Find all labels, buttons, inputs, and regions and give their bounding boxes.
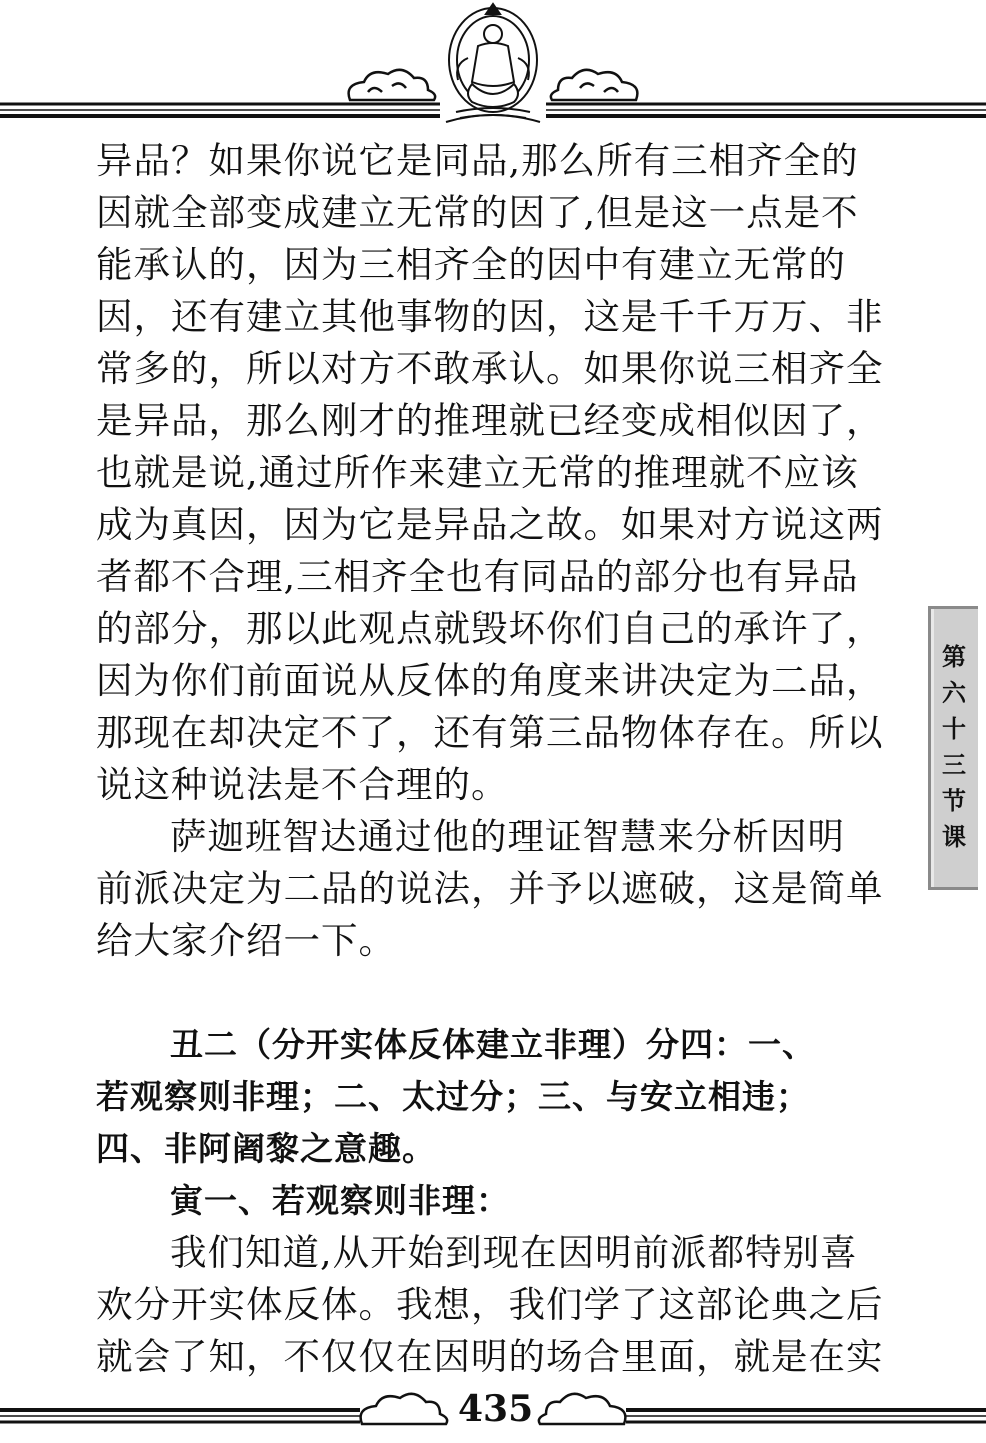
footer-cloud-right-icon (539, 1394, 626, 1424)
footer-cloud-left-icon (361, 1394, 448, 1424)
cloud-left-icon (349, 70, 436, 100)
section-heading-line: 若观察则非理；二、太过分；三、与安立相违； (96, 1077, 810, 1116)
cloud-right-icon (551, 70, 638, 100)
tab-char: 第 (942, 643, 966, 671)
text-line: 给大家介绍一下。 (96, 919, 396, 962)
section-heading-line: 四、非阿阇黎之意趣。 (96, 1129, 436, 1168)
text-line: 那现在却决定不了，还有第三品物体存在。所以 (96, 711, 884, 754)
text-line: 异品？如果你说它是同品,那么所有三相齐全的 (96, 139, 859, 182)
text-line: 欢分开实体反体。我想，我们学了这部论典之后 (96, 1283, 884, 1326)
text-line: 能承认的，因为三相齐全的因中有建立无常的 (96, 243, 846, 286)
text-line: 说这种说法是不合理的。 (96, 763, 509, 806)
text-line: 的部分，那以此观点就毁坏你们自己的承许了， (96, 607, 884, 650)
text-line: 萨迦班智达通过他的理证智慧来分析因明 (170, 815, 845, 858)
text-line: 常多的，所以对方不敢承认。如果你说三相齐全 (96, 347, 884, 390)
tab-char: 课 (942, 823, 966, 851)
text-line: 前派决定为二品的说法，并予以遮破，这是简单 (96, 867, 884, 910)
page-number: 435 (458, 1388, 534, 1430)
tab-char: 三 (942, 751, 966, 779)
tab-char: 十 (942, 715, 966, 743)
text-line: 因为你们前面说从反体的角度来讲决定为二品， (96, 659, 884, 702)
text-line: 因，还有建立其他事物的因，这是千千万万、非 (96, 295, 884, 338)
text-line: 我们知道,从开始到现在因明前派都特别喜 (170, 1231, 858, 1274)
body-text (96, 135, 896, 1383)
chapter-side-tab (928, 606, 978, 890)
section-heading-line: 丑二（分开实体反体建立非理）分四：一、 (170, 1025, 816, 1064)
header-ornament (0, 0, 986, 130)
text-line: 是异品，那么刚才的推理就已经变成相似因了， (96, 399, 884, 442)
text-line: 就会了知，不仅仅在因明的场合里面，就是在实 (96, 1335, 884, 1378)
text-line: 因就全部变成建立无常的因了,但是这一点是不 (96, 191, 859, 234)
text-line: 者都不合理,三相齐全也有同品的部分也有异品 (96, 555, 859, 598)
tab-char: 六 (942, 679, 966, 707)
text-line: 成为真因，因为它是异品之故。如果对方说这两 (96, 503, 884, 546)
text-line: 也就是说,通过所作来建立无常的推理就不应该 (96, 451, 859, 494)
deity-figure-icon (446, 4, 540, 122)
paragraph-gap (96, 967, 896, 1019)
subsection-heading: 寅一、若观察则非理： (170, 1181, 510, 1220)
tab-char: 节 (942, 787, 966, 815)
